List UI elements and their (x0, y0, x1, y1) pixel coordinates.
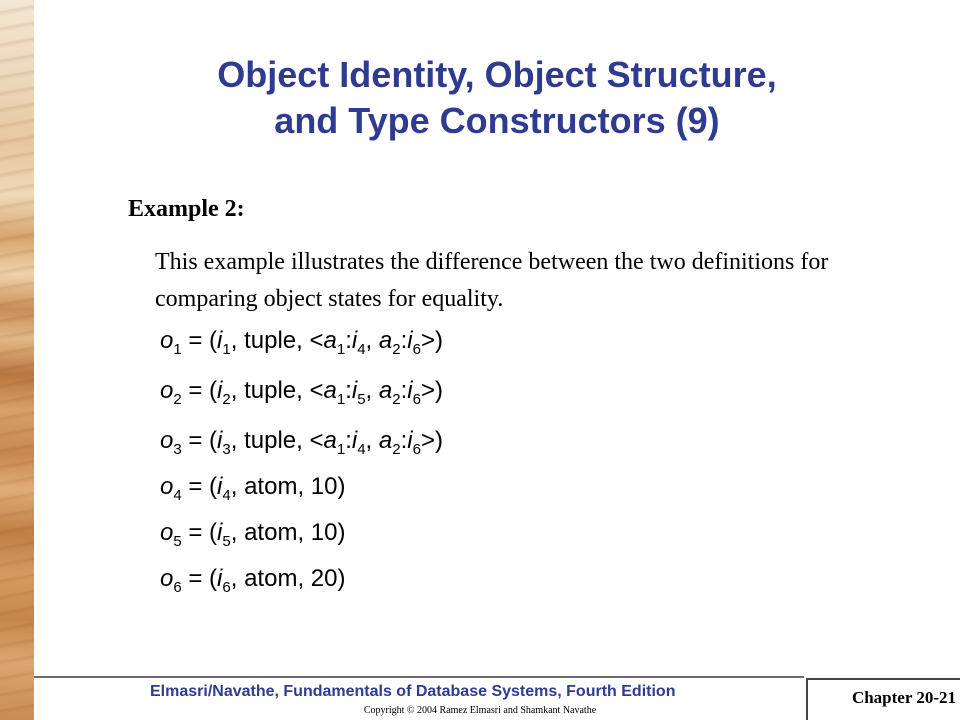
ref-var: i (407, 327, 413, 354)
object-sub: 5 (173, 533, 182, 550)
equation-o4: $o_4 = (i_4$, atom, 10) (160, 473, 346, 504)
equation-o3: $o_3 = (i_3$, tuple, $<a_1:i_4$, $a_2:i_6>$) (160, 427, 443, 458)
footer-book-title: Elmasri/Navathe, Fundamentals of Database Systems, Fourth Edition (150, 683, 676, 700)
equation-o5: $o_5 = (i_5$, atom, 10) (160, 519, 346, 550)
attr-var: a (378, 427, 393, 454)
slide-title-line-1: Object Identity, Object Structure, (217, 54, 777, 95)
atom-value: 20 (310, 565, 338, 592)
ref-sub: 6 (412, 341, 421, 358)
equation-o6: $o_6 = (i_6$, atom, 20) (160, 565, 346, 596)
chapter-label: Chapter 20-21 (851, 688, 956, 707)
object-sub: 2 (173, 391, 182, 408)
oid-var: i (217, 427, 223, 454)
attr-sub: 1 (336, 391, 346, 408)
equation-o2: $o_2 = (i_2$, tuple, $<a_1:i_5$, $a_2:i_6>$) (160, 377, 443, 408)
atom-value: 10 (310, 519, 338, 546)
attr-sub: 2 (392, 391, 401, 408)
attr-var: a (378, 377, 393, 404)
constructor-kind: atom (244, 565, 298, 592)
object-var: o (160, 519, 174, 546)
object-sub: 1 (173, 341, 182, 358)
oid-sub: 3 (222, 441, 231, 458)
oid-sub: 4 (222, 487, 231, 504)
ref-var: i (407, 377, 413, 404)
attr-sub: 2 (392, 441, 401, 458)
chapter-box-top-border (808, 678, 960, 680)
equation-o1: $o_1 = (i_1$, tuple, $<a_1:i_4$, $a_2:i_6>$) (160, 327, 443, 358)
attr-var: a (323, 327, 337, 354)
constructor-kind: atom (244, 473, 298, 500)
object-var: o (160, 565, 174, 592)
ref-sub: 6 (412, 391, 421, 408)
attr-var: a (378, 327, 393, 354)
object-sub: 3 (173, 441, 182, 458)
object-var: o (160, 473, 174, 500)
example-description: This example illustrates the difference between the two definitions for comparing object states for equality. (155, 249, 829, 312)
constructor-kind: tuple (244, 377, 297, 404)
object-var: o (160, 377, 174, 404)
ref-sub: 5 (357, 391, 366, 408)
example-heading: Example 2: (128, 196, 245, 222)
oid-sub: 1 (222, 341, 231, 358)
oid-var: i (217, 327, 223, 354)
atom-value: 10 (310, 473, 338, 500)
object-var: o (160, 427, 174, 454)
chapter-box (806, 678, 960, 720)
attr-var: a (323, 427, 337, 454)
oid-sub: 2 (222, 391, 231, 408)
attr-sub: 2 (392, 341, 401, 358)
object-var: o (160, 327, 174, 354)
ref-var: i (351, 427, 358, 454)
ref-var: i (351, 377, 358, 404)
attr-sub: 1 (336, 341, 346, 358)
slide-title-line-2: and Type Constructors (9) (274, 100, 720, 141)
ref-sub: 6 (412, 441, 421, 458)
footer-divider (34, 676, 804, 678)
oid-var: i (217, 519, 223, 546)
ref-var: i (351, 327, 358, 354)
constructor-kind: tuple (244, 427, 297, 454)
oid-sub: 5 (222, 533, 231, 550)
constructor-kind: atom (244, 519, 298, 546)
oid-var: i (217, 565, 223, 592)
object-sub: 4 (173, 487, 182, 504)
object-sub: 6 (173, 579, 182, 596)
oid-var: i (217, 377, 223, 404)
ref-sub: 4 (357, 341, 366, 358)
footer-copyright: Copyright © 2004 Ramez Elmasri and Shamkant Navathe (363, 705, 597, 716)
ref-var: i (407, 427, 413, 454)
constructor-kind: tuple (244, 327, 297, 354)
oid-var: i (217, 473, 223, 500)
oid-sub: 6 (222, 579, 231, 596)
attr-var: a (323, 377, 337, 404)
ref-sub: 4 (357, 441, 366, 458)
attr-sub: 1 (336, 441, 346, 458)
